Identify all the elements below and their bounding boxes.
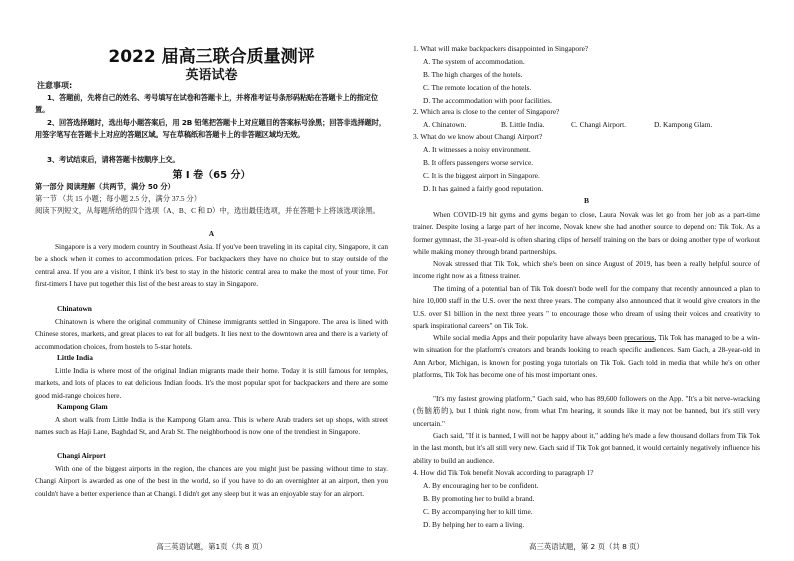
passage-a-label: A	[208, 229, 215, 238]
question-3: 3. What do we know about Changi Airport?	[413, 132, 543, 141]
passage-b-p1: When COVID-19 hit gyms and gyms began to close, Laura Novak was let go from her job as a part-time trainer. Despite losing a large part of her income, Novak knew she had another source to depend on: Tik Tok. As a former gymnast, the 31-year-old is often sharing clips of herself training on the bars or doing another type of workout while making money through brand partnerships.	[413, 210, 760, 256]
q3-option-b: B. It offers passengers worse service.	[423, 158, 534, 167]
volume-title: 第 Ⅰ 卷（65 分）	[172, 170, 251, 181]
exam-title: 2022 届高三联合质量测评	[108, 47, 315, 67]
p4-text-start: While social media Apps and their popularity have always been	[433, 333, 625, 342]
q1-option-b: B. The high charges of the hotels.	[423, 70, 523, 79]
question-4: 4. How did Tik Tok benefit Novak according to paragraph 1?	[413, 468, 594, 477]
page-1-footer: 高三英语试题，第1页（共 8 页）	[156, 542, 267, 551]
q2-options	[423, 120, 760, 129]
q2-option-a: A. Chinatown.	[423, 120, 467, 129]
q4-option-b: B. By promoting her to build a brand.	[423, 494, 535, 503]
little-india-text: Little India is where most of the original Indian migrants made their home. Today it is still famous for temples, markets, and lots of places to eat delicious Indian foods. It's the most popular spot for backpackers and there are some good mid-range choices here.	[35, 366, 388, 400]
kampong-glam-text: A short walk from Little India is the Kampong Glam area. This is where Arab traders set up shops, with street names such as Haji Lane, Baghdad St, and Arab St. The neighborhood is now one of the trendiest in Singapore.	[35, 415, 388, 437]
little-india-heading: Little India	[57, 353, 93, 362]
p4-text-end: , Tik Tok has managed to be a win-win situation for the platform's creators and brands looking to reach specific audiences. Sam Gach, a 28-year-old in Ann Arbor, Michigan, is known for posting yoga tutorials on Tik Tok. Gach told in media that while he's on other platforms, Tik Tok has become one of his most important ones.	[413, 333, 760, 379]
q3-option-d: D. It has gained a fairly good reputation.	[423, 184, 544, 193]
passage-b-p6: Gach said, "If it is banned, I will not be happy about it," adding he's made a few thousand dollars from Tik Tok in the last month, but it's all still very new. Gach said if Tik Tok got banned, it would certainly negatively influence his ability to build an audience.	[413, 431, 760, 465]
kampong-glam-heading: Kampong Glam	[57, 402, 108, 411]
passage-a-intro: Singapore is a very modern country in Southeast Asia. If you've been traveling in its capital city, Singapore, it can be a shock when it comes to accommodation prices. For backpackers they have no choice but to stay outside of the central area. If you are a visitor, I think it's best to stay in the historic central area to make the most of your time. For first-timers I have put together this list of the best areas to stay in Singapore.	[35, 242, 388, 288]
question-1: 1. What will make backpackers disappointed in Singapore?	[413, 44, 589, 53]
q1-option-a: A. The system of accommodation.	[423, 57, 525, 66]
part-title: 第一部分 阅读理解（共两节，满分 50 分）	[35, 182, 175, 191]
q2-option-b: B. Little India.	[501, 120, 545, 129]
section-line: 第一节 （共 15 小题；每小题 2.5 分，满分 37.5 分）	[35, 194, 202, 203]
chinatown-heading: Chinatown	[57, 304, 92, 313]
page-1	[35, 0, 388, 561]
q4-option-a: A. By encouraging her to be confident.	[423, 481, 539, 490]
note-3: 3、考试结束后，请将答题卡按顺序上交。	[47, 155, 180, 164]
note-2: 2、回答选择题时，选出每小题答案后，用 2B 铅笔把答题卡上对应题目的答案标号涂黑；回答非选择题时，用签字笔写在答题卡上对应的答题区域。写在草稿纸和答题卡上的非答题区域均无效。	[35, 118, 386, 140]
changi-text: With one of the biggest airports in the region, the chances are you might just be passing without time to stay. Changi Airport is awarded as one of the best in the world, so if you have to do an overnighter at an airport, then you couldn't have a better experience than at Changi. I didn't get any sleep but it was an enjoyable stay for an airport.	[35, 464, 388, 498]
passage-b-p2: Novak stressed that Tik Tok, which she's been on since August of 2019, has been a really helpful source of income right now as a fitness trainer.	[413, 259, 760, 281]
q2-option-d: D. Kampong Glam.	[654, 120, 713, 129]
page-2-footer: 高三英语试题，第 2 页（共 8 页）	[529, 542, 644, 551]
notes-title: 注意事项:	[37, 81, 73, 90]
q2-option-c: C. Changi Airport.	[571, 120, 627, 129]
q4-option-c: C. By accompanying her to kill time.	[423, 507, 533, 516]
q1-option-d: D. The accommodation with poor facilities.	[423, 96, 552, 105]
passage-b-label: B	[583, 196, 589, 205]
page-2	[413, 0, 760, 561]
passage-b-p5: "It's my fastest growing platform," Gach said, who has 89,600 followers on the App. "It's a bit nerve-wracking (伤脑筋的), but I think right now, from what I'm hearing, it sounds like it may not be banned, but it's still very uncertain."	[413, 394, 760, 428]
note-1: 1、答题前，先将自己的姓名、考号填写在试卷和答题卡上，并将准考证号条形码粘贴在答题卡上的指定位置。	[35, 93, 378, 115]
question-2: 2. Which area is close to the center of Singapore?	[413, 107, 560, 116]
passage-b-p4	[413, 332, 760, 381]
changi-heading: Changi Airport	[57, 451, 106, 460]
q1-option-c: C. The remote location of the hotels.	[423, 83, 532, 92]
q4-option-d: D. By helping her to earn a living.	[423, 520, 525, 529]
exam-subtitle: 英语试卷	[185, 68, 238, 83]
chinatown-text: Chinatown is where the original community of Chinese immigrants settled in Singapore. The area is lined with Chinese stores, markets, and great places to eat for all budgets. It lies next to the downtown area and there is a variety of accommodation choices, from hostels to 5-star hotels.	[35, 317, 388, 351]
q3-option-a: A. It witnesses a noisy environment.	[423, 145, 531, 154]
underlined-word: precarious	[624, 333, 655, 342]
instruction: 阅读下列短文，从每题所给的四个选项（A、B、C 和 D）中，选出最佳选项，并在答题卡上将该选项涂黑。	[35, 206, 380, 215]
q3-option-c: C. It is the biggest airport in Singapore.	[423, 171, 540, 180]
passage-b-p3: The timing of a potential ban of Tik Tok doesn't bode well for the company that recently announced a plan to hire 10,000 staff in the U.S. over the next three years. The company also announced that it would give creators in the U.S. over $1 billion in the next three years " to encourage those who dream of using their voices and creativity to spark inspirational careers" on Tik Tok.	[413, 284, 760, 330]
